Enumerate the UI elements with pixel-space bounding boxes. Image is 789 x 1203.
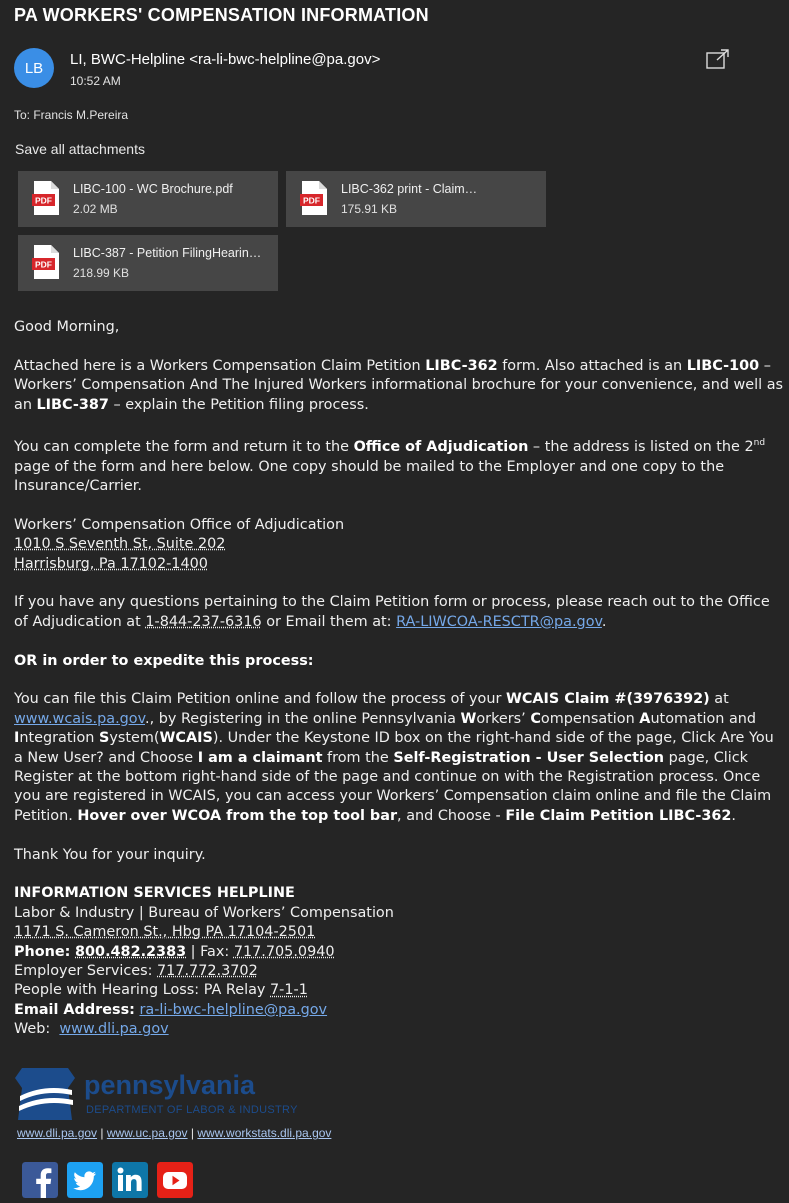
attachment-name: LIBC-362 print - Claim…: [341, 182, 478, 196]
helpline-email-link[interactable]: ra-li-bwc-helpline@pa.gov: [139, 1001, 328, 1018]
pdf-file-icon: [32, 244, 60, 280]
sent-time: 10:52 AM: [70, 74, 121, 88]
adjudication-phone-link[interactable]: 1-844-237-6316: [145, 613, 262, 630]
paragraph-questions: If you have any questions pertaining to the Claim Petition form or process, please reach out to the Office of Adjudication at 1-844-237-6316 or Email them at: RA-LIWCOA-RESCTR@pa.gov.: [14, 594, 770, 630]
email-subject: PA WORKERS' COMPENSATION INFORMATION: [14, 5, 429, 25]
signature-fax-link[interactable]: 717.705.0940: [233, 943, 335, 960]
pdf-file-icon: [300, 180, 328, 216]
attachment-name: LIBC-387 - Petition FilingHearin…: [73, 246, 262, 260]
thanks-line: Thank You for your inquiry.: [14, 846, 206, 863]
pdf-badge-label: PDF: [35, 259, 52, 270]
pdf-badge-label: PDF: [35, 195, 52, 206]
address-street[interactable]: 1010 S Seventh St, Suite 202: [14, 536, 226, 553]
twitter-icon[interactable]: [67, 1162, 103, 1198]
signature-phone-link[interactable]: 800.482.2383: [75, 943, 187, 960]
youtube-icon[interactable]: [157, 1162, 193, 1198]
attachment-tile[interactable]: [18, 235, 278, 291]
recipient-line: To: Francis M.Pereira: [14, 108, 129, 122]
expedite-heading: OR in order to expedite this process:: [14, 652, 314, 669]
greeting: Good Morning,: [14, 319, 120, 335]
sender-avatar[interactable]: LB: [14, 48, 54, 88]
paragraph-wcais: You can file this Claim Petition online and follow the process of your WCAIS Claim #(3976392) at www.wcais.pa.gov., by Registering in the online Pennsylvania Workers’ Compensation Automation and Integration System(WCAIS). Under the Keystone ID box on the right-hand side of the page, Click Are You a New User? and Choose I am a claimant from the Self-Registration - User Selection page, Click Register at the bottom right-hand side of the page and continue on with the Registration process. Once you are registered in WCAIS, you can access your Workers’ Compensation claim online and file the Claim Petition. Hover over WCOA from the top tool bar, and Choose - File Claim Petition LIBC-362.: [14, 691, 774, 824]
relay-link[interactable]: 7-1-1: [270, 982, 308, 999]
site-links: www.dli.pa.gov | www.uc.pa.gov | www.workstats.dli.pa.gov: [17, 1126, 332, 1140]
email-body: [14, 318, 786, 1040]
attachment-size: 2.02 MB: [73, 202, 118, 216]
facebook-icon[interactable]: [22, 1162, 58, 1198]
dli-web-link[interactable]: www.dli.pa.gov: [59, 1021, 169, 1038]
uc-site-link[interactable]: www.uc.pa.gov: [106, 1126, 188, 1140]
attachment-tile[interactable]: [18, 171, 278, 227]
attachment-name: LIBC-100 - WC Brochure.pdf: [73, 182, 233, 196]
keystone-icon: [14, 1066, 76, 1122]
workstats-site-link[interactable]: www.workstats.dli.pa.gov: [197, 1126, 332, 1140]
signature-address-link[interactable]: 1171 S. Cameron St., Hbg PA 17104-2501: [14, 924, 316, 941]
open-in-new-window-icon[interactable]: [706, 48, 730, 70]
sender-name[interactable]: LI, BWC-Helpline <ra-li-bwc-helpline@pa.gov>: [70, 51, 381, 68]
pdf-file-icon: [32, 180, 60, 216]
adjudication-email-link[interactable]: RA-LIWCOA-RESCTR@pa.gov: [396, 613, 602, 630]
employer-services-link[interactable]: 717.772.3702: [157, 963, 258, 980]
signature-title: INFORMATION SERVICES HELPLINE: [14, 885, 295, 902]
save-all-attachments-link[interactable]: Save all attachments: [15, 141, 145, 157]
pa-dli-logo[interactable]: [14, 1066, 314, 1122]
paragraph-attachments: Attached here is a Workers Compensation Claim Petition LIBC-362 form. Also attached is an LIBC-100 – Workers’ Compensation And The Injured Workers informational brochure for your convenience, and well as an LIBC-387 – explain the Petition filing process.: [14, 357, 784, 413]
attachment-size: 175.91 KB: [341, 202, 398, 216]
department-name: DEPARTMENT OF LABOR & INDUSTRY: [86, 1104, 298, 1116]
attachment-size: 218.99 KB: [73, 266, 130, 280]
dli-site-link[interactable]: www.dli.pa.gov: [17, 1126, 98, 1140]
address-city[interactable]: Harrisburg, Pa 17102-1400: [14, 555, 208, 572]
office-address: Workers’ Compensation Office of Adjudication 1010 S Seventh St, Suite 202 Harrisburg, Pa 17102-1400: [14, 516, 345, 572]
email-signature: INFORMATION SERVICES HELPLINE Labor & Industry | Bureau of Workers’ Compensation 1171 S. Cameron St., Hbg PA 17104-2501 Phone: 800.482.2383 | Fax: 717.705.0940 Employer Services: 717.772.3702 People with Hearing Loss: PA Relay 7-1-1 Email Address: ra-li-bwc-helpline@pa.gov Web: www.dli.pa.gov: [14, 885, 394, 1038]
linkedin-icon[interactable]: [112, 1162, 148, 1198]
pennsylvania-wordmark: pennsylvania: [84, 1070, 256, 1100]
paragraph-return-form: You can complete the form and return it to the Office of Adjudication – the address is listed on the 2nd page of the form and here below. One copy should be mailed to the Employer and one copy to the Insurance/Carrier.: [14, 438, 766, 495]
attachment-tile[interactable]: [286, 171, 546, 227]
wcais-link[interactable]: www.wcais.pa.gov: [14, 710, 145, 727]
pdf-badge-label: PDF: [303, 195, 320, 206]
